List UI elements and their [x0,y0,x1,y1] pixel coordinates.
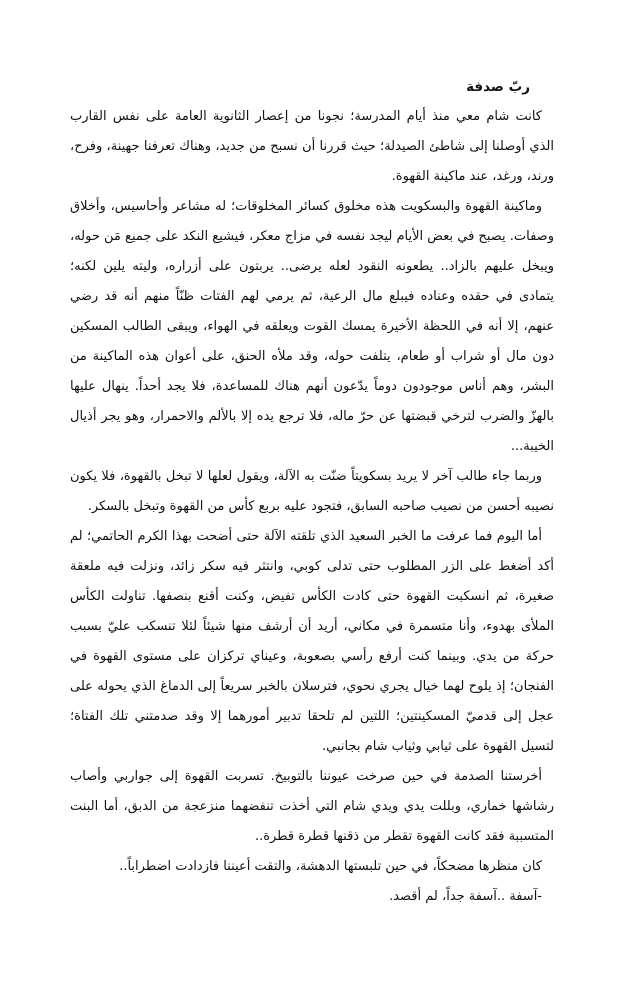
paragraph-5: أخرستنا الصدمة في حين صرخت عيوننا بالتوبيخ. تسربت القهوة إلى جواربي وأصاب رشاشها خماري، وبللت يدي ويدي شام التي أخذت تنفضهما منزعجة من الدبق، أما البنت المتسببة فقد كانت القهوة تقطر من ذقنها قطرة قطرة.. [70,769,554,844]
paragraph-7: -آسفة ..آسفة جداً، لم أقصد. [389,889,542,904]
story-title: ربّ صدفة [466,79,530,95]
document-page [70,72,554,912]
paragraph-3: وربما جاء طالب آخر لا يريد بسكويتاً ضنّت به الآلة، ويقول لعلها لا تبخل بالقهوة، فلا يكون نصيبه أحسن من نصيب صاحبه السابق، فتجود عليه بربع كأس من القهوة وتبخل بالسكر. [70,469,554,514]
paragraph-6: كان منظرها مضحكاً، في حين تلبستها الدهشة، والتقت أعيننا فازدادت اضطراباً.. [119,859,542,874]
paragraph-2: وماكينة القهوة والبسكويت هذه مخلوق كسائر المخلوقات؛ له مشاعر وأحاسيس، وأخلاق وصفات. يصبح في بعض الأيام ليجد نفسه في مزاج معكر، فيشيع النكد على جميع مَن حوله، ويبخل عليهم بالزاد.. يطعونه النقود لعله يرضى.. يربتون على أزراره، وليته يلين لكنه؛ يتمادى في حقده وعناده فيبلع مال الرعية، ثم يرمي لهم الفتات ظنّاً منهم أنه قد رضي عنهم، إلا أنه في اللحظة الأخيرة يمسك القوت ويعلقه في الهواء، ويبقى الطالب المسكين دون مال أو شراب أو طعام، يتلفت حوله، وقد ملأه الحنق، على أعوان هذه الماكينة من البشر، وهم أناس موجودون دوماً يدّعون أنهم هناك للمساعدة، فلا يجد أحداً. ينهال عليها بالهزّ والضرب لترخي قبضتها عن حرّ ماله، فلا ترجع يده إلا بالألم والاحمرار، وهو يجر أذيال الخيبة... [70,199,554,454]
paragraph-1: كانت شام معي منذ أيام المدرسة؛ نجونا من إعصار الثانوية العامة على نفس القارب الذي أوصلنا إلى شاطئ الصيدلة؛ حيث قررنا أن نسبح من جديد، وهناك تعرفنا جهينة، وفرح، ورند، ورغد، عند ماكينة القهوة. [70,109,554,184]
paragraph-4: أما اليوم فما عرفت ما الخبر السعيد الذي تلقته الآلة حتى أضحت بهذا الكرم الحاتمي؛ لم أكد أضغط على الزر المطلوب حتى تدلى كوبي، وانتثر فيه سكر زائد، ونزلت فيه ملعقة صغيرة، ثم انسكبت القهوة حتى كادت الكأس تفيض، وكنت أقنع بنصفها. تناولت الكأس الملأى بهدوء، وأنا متسمرة في مكاني، أريد أن أرشف منها شيئاً لئلا تنسكب عليّ بسبب حركة من يدي. وبينما كنت أرفع رأسي بصعوبة، وعيناي تركزان على مستوى القهوة في الفنجان؛ إذ يلوح لهما خيال يجري نحوي، فترسلان بالخبر سريعاً إلى الدماغ الذي يحوله على عجل إلى قدميّ المسكينتين؛ اللتين لم تلحقا تدبير أمورهما إلا وقد صدمتني تلك الفتاة؛ لتسيل القهوة على ثيابي وثياب شام بجانبي. [70,529,554,754]
